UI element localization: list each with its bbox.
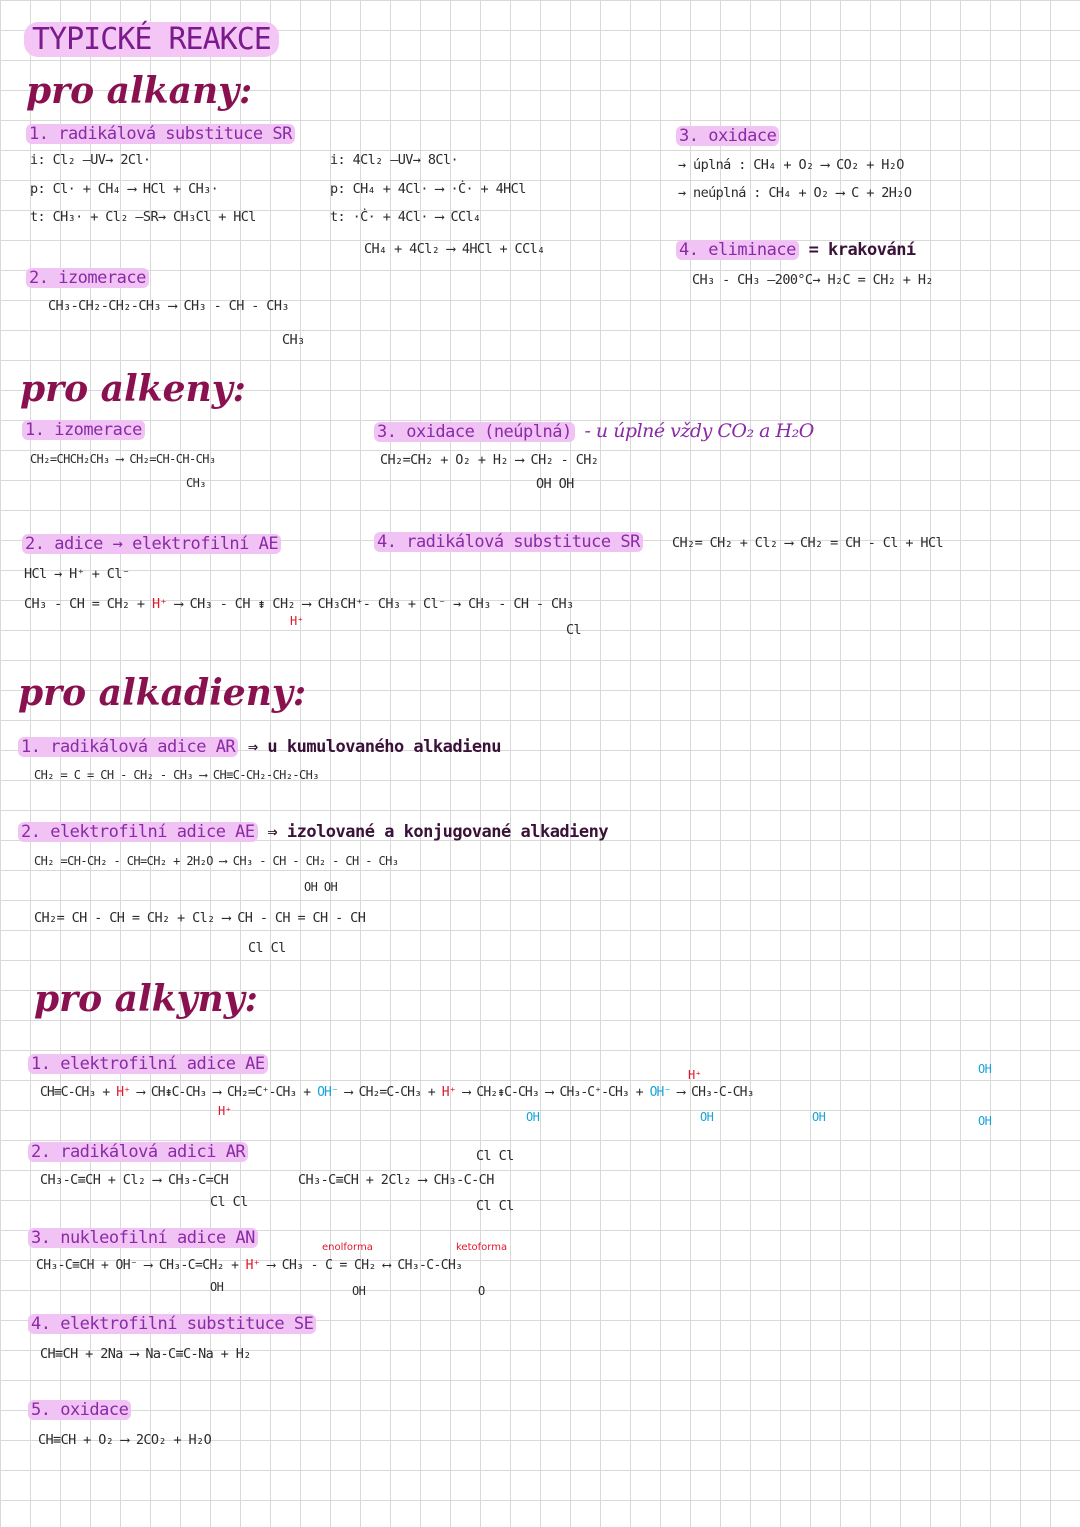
section-alkadieny-heading: pro alkadieny: [18, 672, 307, 714]
alkyny-elektrofilni-substituce-heading: 4. elektrofilní substituce SE [28, 1314, 316, 1334]
alkeny-oxidace-heading: 3. oxidace (neúplná) - u úplné vždy CO₂ a H₂O [374, 420, 814, 442]
alkany-oxidace-neuplna: → neúplná : CH₄ + O₂ ⟶ C + 2H₂O [678, 185, 912, 201]
alkyny-radikalova-adice-sub1: Cl Cl [210, 1194, 248, 1210]
alkany-eliminace-heading: 4. eliminace = krakování [676, 240, 916, 260]
alkany-izomerace-eq: CH₃-CH₂-CH₂-CH₃ ⟶ CH₃ - CH - CH₃ [48, 298, 289, 314]
alkeny-adice-mechanism: CH₃ - CH = CH₂ + H⁺ ⟶ CH₃ - CH ⇟ CH₂ ⟶ CH₃CH⁺- CH₃ + Cl⁻ → CH₃ - CH - CH₃ [24, 596, 574, 612]
alkyny-nukleofilni-adice-eq: CH₃-C≡CH + OH⁻ ⟶ CH₃-C=CH₂ + H⁺ ⟶ CH₃ - C = CH₂ ⟷ CH₃-C-CH₃ [36, 1258, 463, 1273]
alkeny-izomerace-sub: CH₃ [186, 476, 206, 490]
alkeny-substituce-heading: 4. radikálová substituce SR [374, 532, 643, 552]
alkyny-ketoforma-label: ketoforma [456, 1242, 508, 1253]
alkyny-adice-oh-3: OH [812, 1110, 826, 1124]
alkadieny-radikalova-adice-eq: CH₂ = C = CH - CH₂ - CH₃ ⟶ CH≡C-CH₂-CH₂-CH₃ [34, 768, 319, 782]
alkeny-adice-heading: 2. adice → elektrofilní AE [22, 534, 281, 554]
alkany-sr-propagation-full: p: CH₄ + 4Cl· ⟶ ·Ċ· + 4HCl [330, 181, 526, 197]
alkany-eliminace-eq: CH₃ - CH₃ —200°C→ H₂C = CH₂ + H₂ [692, 272, 933, 288]
alkyny-elektrofilni-adice-eq: CH≡C-CH₃ + H⁺ ⟶ CH⇟C-CH₃ ⟶ CH₂=C⁺-CH₃ + OH⁻ ⟶ CH₂=C-CH₃ + H⁺ ⟶ CH₂⇟C-CH₃ ⟶ CH₃-C⁺-CH₃ + OH⁻ ⟶ CH₃-C-CH₃ [40, 1085, 754, 1100]
alkany-sr-overall: CH₄ + 4Cl₂ ⟶ 4HCl + CCl₄ [364, 241, 545, 257]
alkadieny-radikalova-adice-heading: 1. radikálová adice AR ⇒ u kumulovaného alkadienu [18, 737, 501, 757]
page-title: TYPICKÉ REAKCE [24, 22, 279, 57]
alkyny-nukleofilni-sub2: OH [352, 1284, 366, 1298]
alkany-oxidace-heading: 3. oxidace [676, 126, 779, 146]
alkany-substituce-heading: 1. radikálová substituce SR [26, 124, 295, 144]
alkany-sr-initiation: i: Cl₂ —UV→ 2Cl· [30, 152, 151, 168]
alkeny-oxidace-sub: OH OH [536, 476, 574, 492]
alkeny-oxidace-eq: CH₂=CH₂ + O₂ + H₂ ⟶ CH₂ - CH₂ [380, 452, 599, 468]
alkyny-adice-oh-1: OH [526, 1110, 540, 1124]
alkadieny-elektrofilni-adice-heading: 2. elektrofilní adice AE ⇒ izolované a konjugované alkadieny [18, 822, 608, 842]
alkany-sr-initiation-full: i: 4Cl₂ —UV→ 8Cl· [330, 152, 458, 168]
alkyny-radikalova-adice-sub2: Cl Cl [476, 1198, 514, 1214]
alkadieny-adice-sub2: Cl Cl [248, 940, 286, 956]
alkyny-radikalova-adice-eq1: CH₃-C≡CH + Cl₂ ⟶ CH₃-C=CH [40, 1172, 229, 1188]
alkyny-adice-oh-2: OH [700, 1110, 714, 1124]
alkyny-elektrofilni-substituce-eq: CH≡CH + 2Na ⟶ Na-C≡C-Na + H₂ [40, 1346, 251, 1362]
section-alkyny-heading: pro alkyny: [34, 978, 258, 1020]
alkadieny-adice-eq1: CH₂ =CH-CH₂ - CH=CH₂ + 2H₂O ⟶ CH₃ - CH - CH₂ - CH - CH₃ [34, 854, 399, 868]
alkany-sr-termination: t: CH₃· + Cl₂ —SR→ CH₃Cl + HCl [30, 209, 256, 225]
alkany-sr-termination-full: t: ·Ċ· + 4Cl· ⟶ CCl₄ [330, 209, 481, 225]
alkany-oxidace-uplna: → úplná : CH₄ + O₂ ⟶ CO₂ + H₂O [678, 157, 904, 173]
alkyny-adice-hplus-below: H⁺ [218, 1104, 232, 1118]
alkyny-elektrofilni-adice-heading: 1. elektrofilní adice AE [28, 1054, 268, 1074]
alkeny-hcl-dissociation: HCl → H⁺ + Cl⁻ [24, 566, 130, 582]
alkadieny-adice-eq2: CH₂= CH - CH = CH₂ + Cl₂ ⟶ CH - CH = CH - CH [34, 910, 366, 926]
alkyny-oxidace-eq: CH≡CH + O₂ ⟶ 2CO₂ + H₂O [38, 1432, 212, 1448]
alkyny-radikalova-adice-top2: Cl Cl [476, 1148, 514, 1164]
alkyny-enolforma-label: enolforma [322, 1242, 373, 1253]
alkyny-nukleofilni-sub3: O [478, 1284, 485, 1298]
alkyny-adice-oh-top: OH [978, 1062, 992, 1076]
alkyny-oxidace-heading: 5. oxidace [28, 1400, 131, 1420]
alkyny-nukleofilni-sub1: OH [210, 1280, 224, 1294]
alkyny-adice-hplus-above: H⁺ [688, 1068, 702, 1082]
alkyny-adice-oh-bottom: OH [978, 1114, 992, 1128]
alkeny-adice-hplus: H⁺ [290, 614, 304, 628]
alkyny-radikalova-adice-eq2: CH₃-C≡CH + 2Cl₂ ⟶ CH₃-C-CH [298, 1172, 494, 1188]
alkeny-izomerace-heading: 1. izomerace [22, 420, 145, 440]
alkadieny-adice-sub1: OH OH [304, 880, 338, 894]
alkyny-radikalova-adice-heading: 2. radikálová adici AR [28, 1142, 248, 1162]
alkany-izomerace-heading: 2. izomerace [26, 268, 149, 288]
alkeny-izomerace-eq: CH₂=CHCH₂CH₃ ⟶ CH₂=CH-CH-CH₃ [30, 452, 216, 466]
alkany-sr-propagation: p: Cl· + CH₄ ⟶ HCl + CH₃· [30, 181, 219, 197]
alkany-izomerace-sub: CH₃ [282, 332, 305, 348]
alkeny-substituce-eq: CH₂= CH₂ + Cl₂ ⟶ CH₂ = CH - Cl + HCl [672, 535, 943, 551]
section-alkeny-heading: pro alkeny: [20, 368, 246, 410]
alkeny-adice-sub: Cl [566, 622, 582, 638]
section-alkany-heading: pro alkany: [26, 70, 253, 112]
alkyny-nukleofilni-adice-heading: 3. nukleofilní adice AN [28, 1228, 258, 1248]
